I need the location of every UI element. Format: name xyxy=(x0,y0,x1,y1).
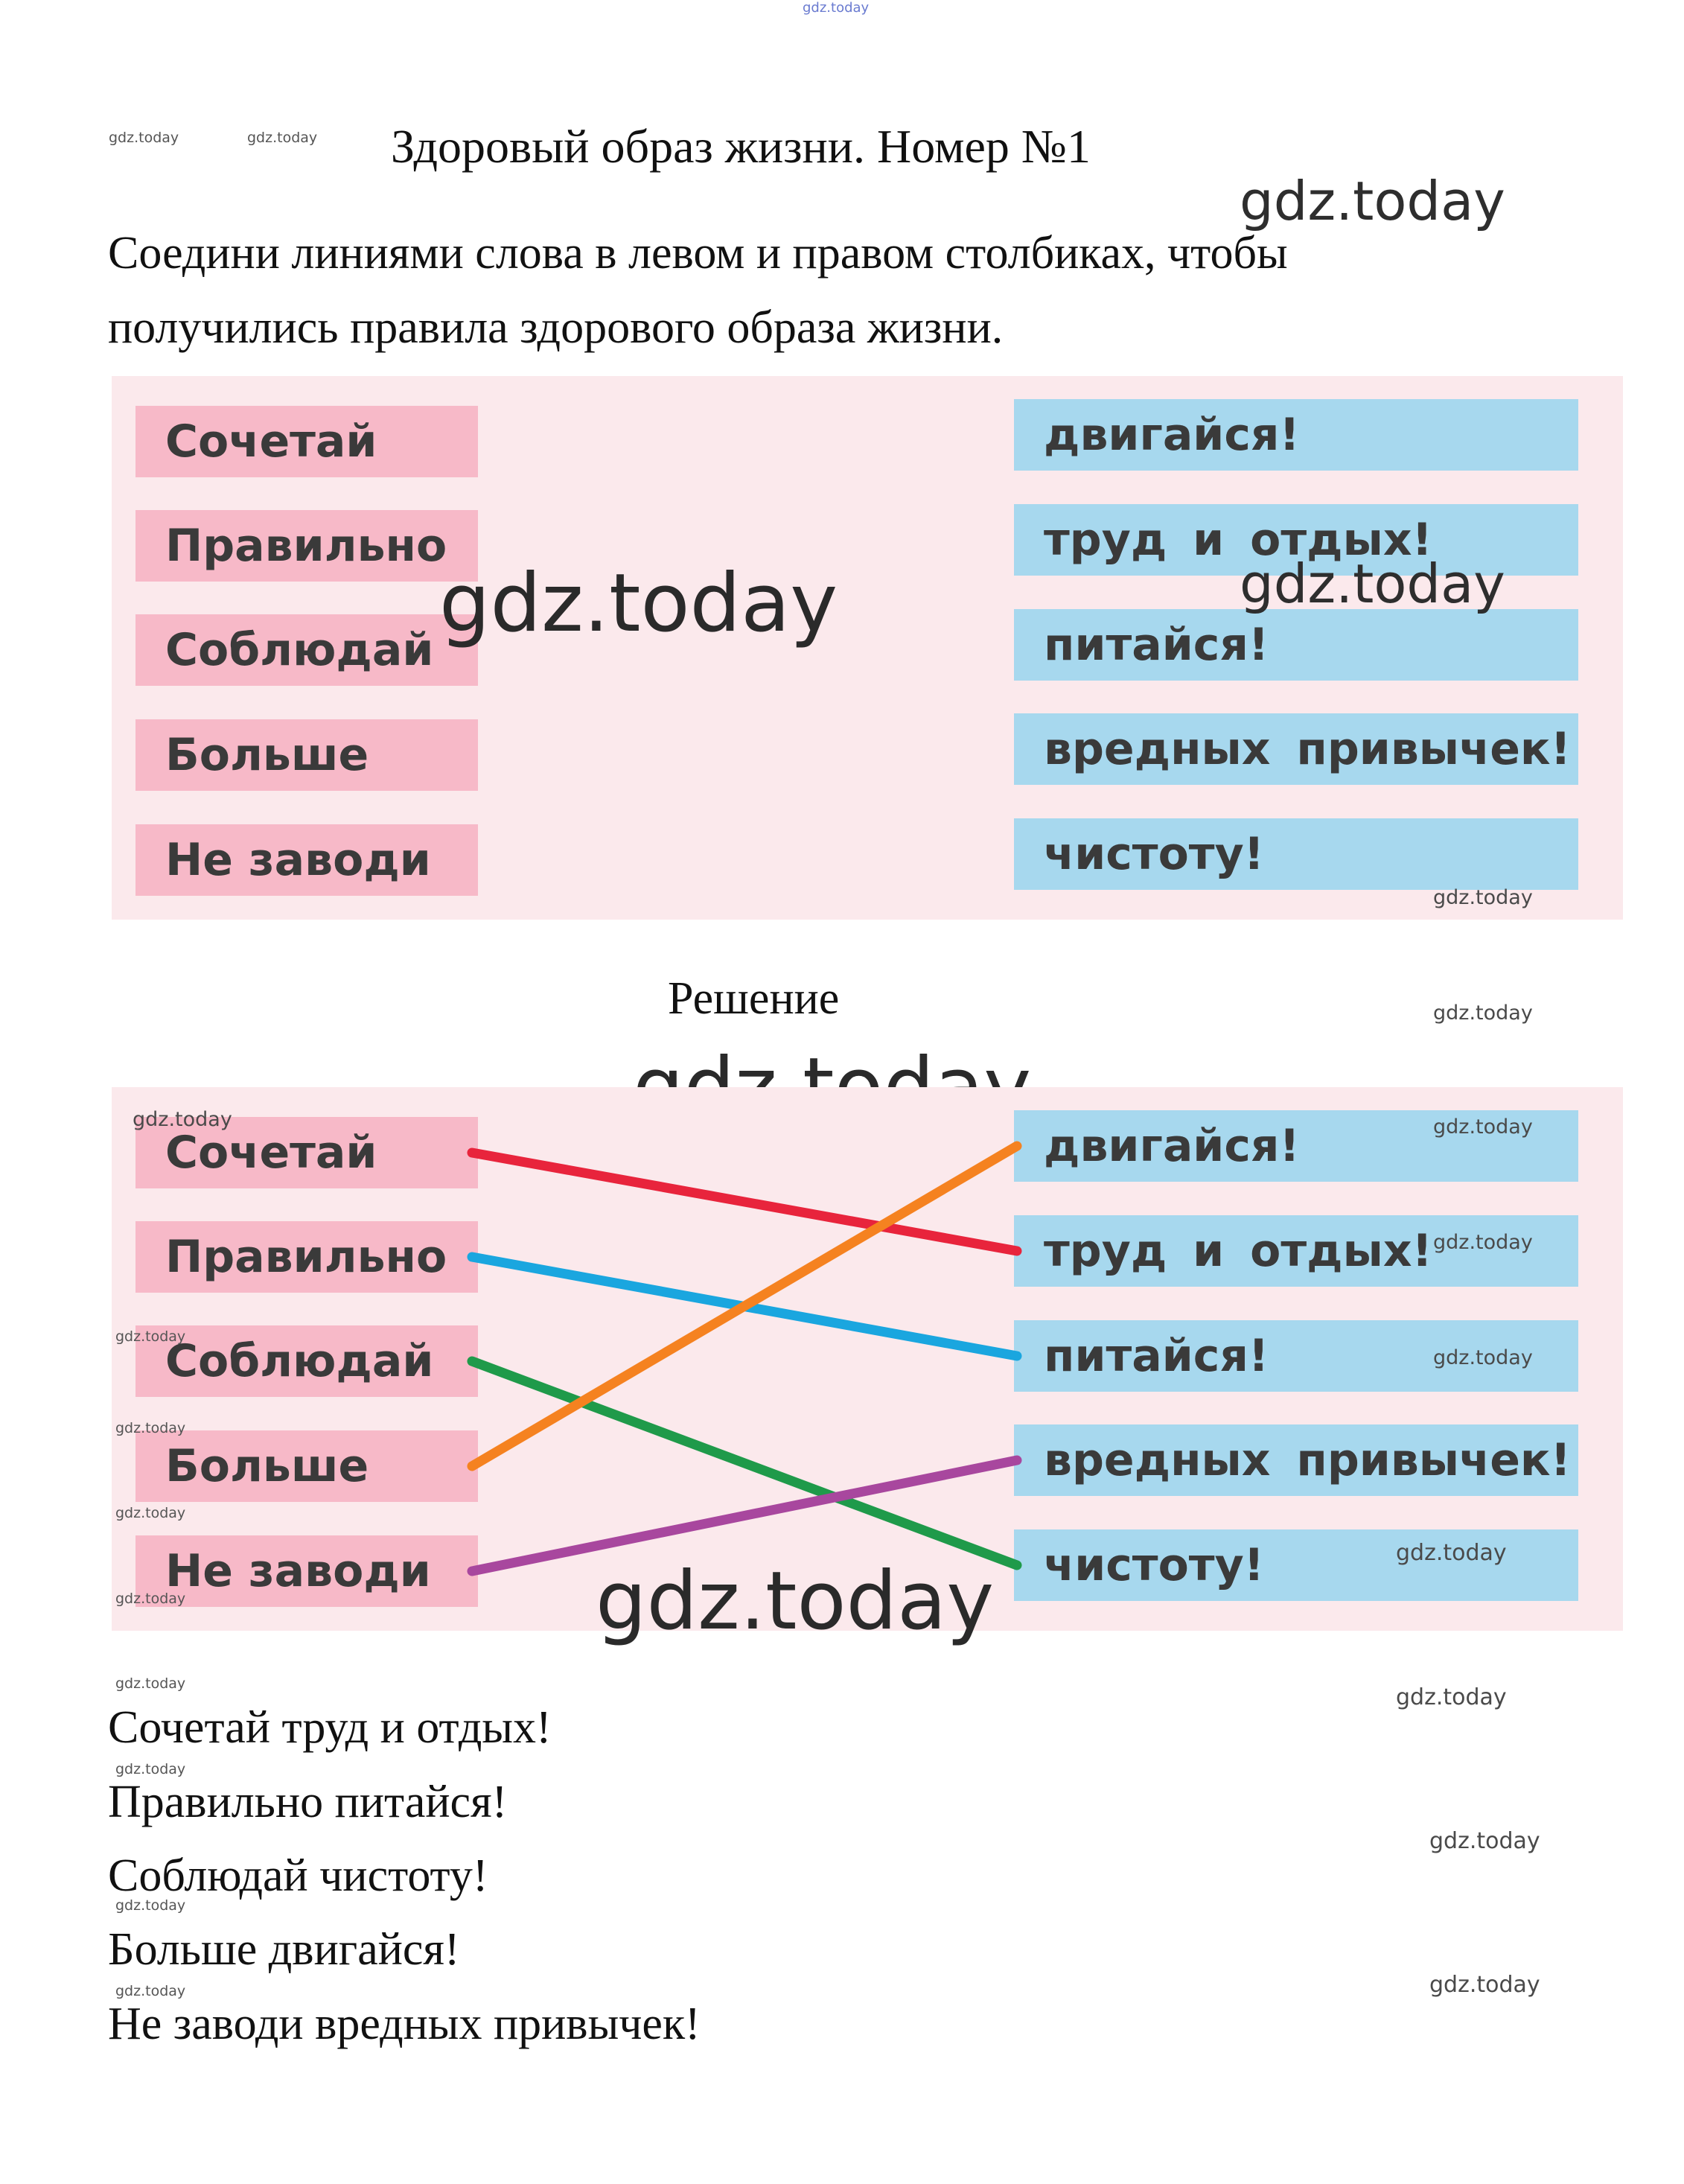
watermark: gdz.today xyxy=(1433,886,1533,909)
left-word-3: Соблюдай xyxy=(135,614,478,686)
connection-line-3 xyxy=(472,1361,1017,1565)
connection-line-4 xyxy=(472,1146,1017,1466)
watermark: gdz.today xyxy=(596,1555,995,1648)
right-word-2: труд и отдых! xyxy=(1014,504,1578,576)
right-word-4: вредных привычек! xyxy=(1014,713,1578,785)
watermark: gdz.today xyxy=(115,1675,186,1692)
solution-right-word-1: двигайся! xyxy=(1014,1110,1578,1182)
task-text-line-1: Соедини линиями слова в левом и правом столбиках, чтобы xyxy=(108,228,1288,278)
answer-line-4: Больше двигайся! xyxy=(108,1924,460,1975)
watermark: gdz.today xyxy=(115,1420,186,1436)
solution-left-word-1: Сочетай xyxy=(135,1117,478,1188)
watermark: gdz.today xyxy=(1396,1540,1507,1566)
watermark: gdz.today xyxy=(1429,1828,1540,1854)
watermark: gdz.today xyxy=(133,1108,232,1131)
connection-line-1 xyxy=(472,1153,1017,1251)
page-title: Здоровый образ жизни. Номер №1 xyxy=(391,120,1091,173)
watermark: gdz.today xyxy=(1240,170,1505,232)
watermark: gdz.today xyxy=(1433,1346,1533,1369)
solution-left-word-3: Соблюдай xyxy=(135,1325,478,1397)
watermark: gdz.today xyxy=(1433,1115,1533,1139)
answer-line-1: Сочетай труд и отдых! xyxy=(108,1702,552,1753)
left-word-5: Не заводи xyxy=(135,824,478,896)
watermark: gdz.today xyxy=(1433,1231,1533,1254)
answer-line-5: Не заводи вредных привычек! xyxy=(108,1999,701,2049)
solution-right-word-5: чистоту! xyxy=(1014,1529,1578,1601)
watermark: gdz.today xyxy=(247,130,318,146)
task-text-line-2: получились правила здорового образа жизни. xyxy=(108,302,1004,353)
solution-right-word-3: питайся! xyxy=(1014,1320,1578,1392)
solution-heading: Решение xyxy=(668,973,840,1024)
watermark: gdz.today xyxy=(109,130,179,146)
solution-right-word-4: вредных привычек! xyxy=(1014,1424,1578,1496)
watermark: gdz.today xyxy=(115,1983,186,1999)
solution-left-word-2: Правильно xyxy=(135,1221,478,1293)
right-word-3: питайся! xyxy=(1014,609,1578,681)
watermark: gdz.today xyxy=(439,557,838,650)
left-word-4: Больше xyxy=(135,719,478,791)
watermark: gdz.today xyxy=(115,1328,186,1345)
watermark: gdz.today xyxy=(115,1897,186,1914)
right-word-5: чистоту! xyxy=(1014,818,1578,890)
watermark: gdz.today xyxy=(1433,1002,1533,1025)
watermark: gdz.today xyxy=(1396,1684,1507,1710)
watermark: gdz.today xyxy=(115,1591,186,1607)
right-word-1: двигайся! xyxy=(1014,399,1578,471)
left-word-2: Правильно xyxy=(135,510,478,582)
watermark: gdz.today xyxy=(115,1761,186,1777)
answer-line-3: Соблюдай чистоту! xyxy=(108,1850,488,1901)
left-word-1: Сочетай xyxy=(135,406,478,477)
watermark: gdz.today xyxy=(1240,553,1505,615)
solution-right-word-2: труд и отдых! xyxy=(1014,1215,1578,1287)
answer-line-2: Правильно питайся! xyxy=(108,1777,508,1827)
solution-left-word-5: Не заводи xyxy=(135,1535,478,1607)
watermark: gdz.today xyxy=(115,1505,186,1521)
watermark: gdz.today xyxy=(803,0,870,16)
solution-left-word-4: Больше xyxy=(135,1430,478,1502)
watermark: gdz.today xyxy=(1429,1972,1540,1998)
